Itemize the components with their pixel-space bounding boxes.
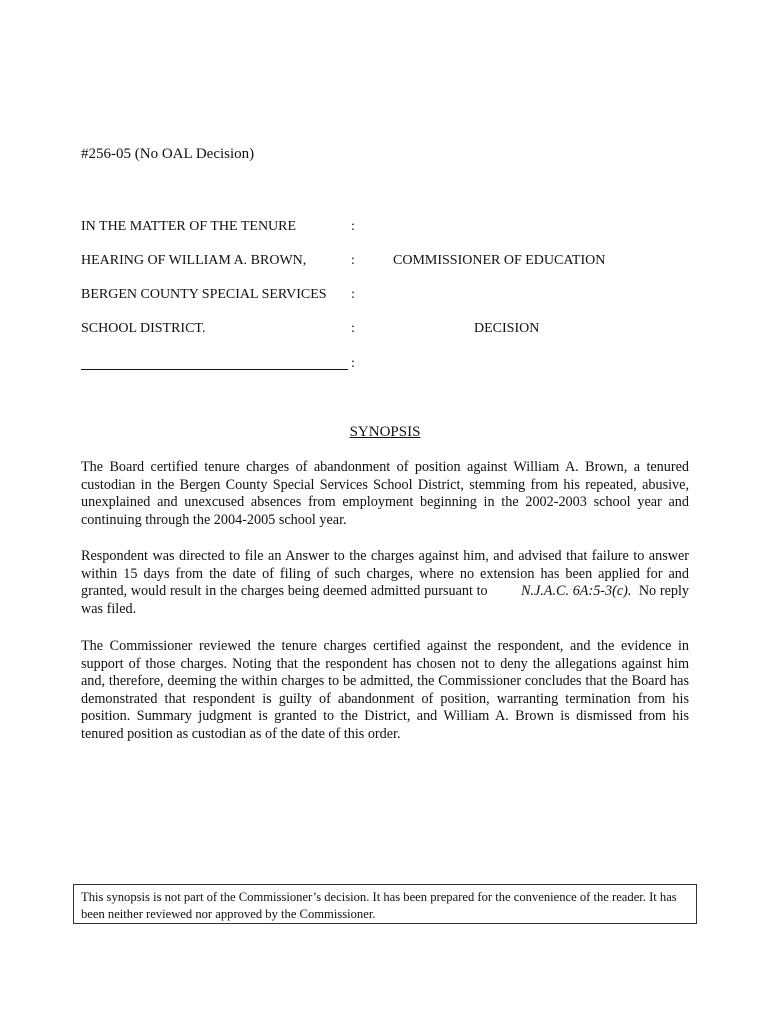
caption-row-1 [81, 219, 701, 239]
citation: N.J.A.C. 6A:5-3(c). [520, 583, 632, 600]
caption-colon: : [351, 253, 355, 268]
caption-left-text: HEARING OF WILLIAM A. BROWN, [81, 253, 307, 268]
caption-row-4 [81, 321, 701, 341]
caption-left-text: BERGEN COUNTY SPECIAL SERVICES [81, 287, 327, 302]
caption-title-decision: DECISION [474, 321, 540, 336]
caption-colon: : [351, 287, 355, 302]
synopsis-paragraph-3: The Commissioner reviewed the tenure charges certified against the respondent, and the evidence in support of those charges. Noting that the respondent has chosen not to deny the allegations against him and, therefore, deeming the within charges to be admitted, the Commissioner concludes that the Board has demonstrated that respondent is guilty of abandonment of position, warranting termination from his position. Summary judgment is granted to the District, and William A. Brown is dismissed from his tenured position as custodian as of the date of this order. [81, 638, 689, 742]
caption-row-2 [81, 253, 701, 273]
caption-title-commissioner: COMMISSIONER OF EDUCATION [393, 253, 606, 268]
paragraph-2-text: Respondent was directed to file an Answer to the charges against him, and advised that failure to answer within 15 days from the date of filing of such charges, where no extension has been applied for and granted, would result in the charges being deemed admitted pursuant to [81, 548, 689, 600]
synopsis-paragraph-1: The Board certified tenure charges of abandonment of position against William A. Brown, a tenured custodian in the Bergen County Special Services School District, stemming from his repeated, abusive, unexplained and unexcused absences from employment beginning in the 2002-2003 school year and continuing through the 2004-2005 school year. [81, 459, 689, 528]
caption-row-3 [81, 287, 701, 307]
synopsis-disclaimer-box: This synopsis is not part of the Commissioner’s decision. It has been prepared for the convenience of the reader. It has been neither reviewed nor approved by the Commissioner. [73, 884, 697, 924]
synopsis-paragraph-2 [81, 548, 689, 618]
paragraph-2-tail: No reply was filed. [81, 583, 689, 617]
caption-rule-row [81, 356, 701, 376]
caption-left-text: IN THE MATTER OF THE TENURE [81, 219, 297, 234]
caption-colon: : [351, 219, 355, 234]
caption-left-text: SCHOOL DISTRICT. [81, 321, 206, 336]
synopsis-heading: SYNOPSIS [349, 424, 421, 440]
caption-colon: : [351, 356, 355, 371]
document-number: #256-05 (No OAL Decision) [81, 146, 255, 162]
caption-colon: : [351, 321, 355, 336]
